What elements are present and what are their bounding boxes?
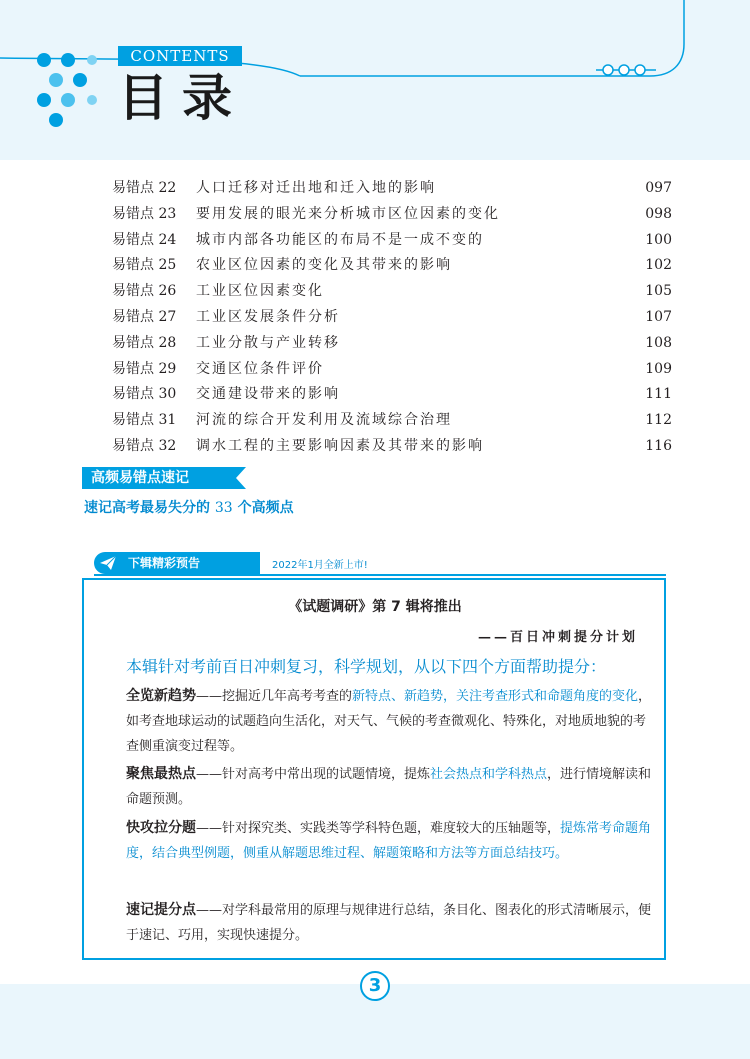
toc-item-number: 易错点 25 [112, 257, 177, 274]
toc-item-title: 交通建设带来的影响 [196, 386, 340, 403]
toc-item-title: 交通区位条件评价 [196, 360, 324, 377]
toc-item-page: 108 [645, 334, 672, 351]
toc-item-title: 工业分散与产业转移 [196, 334, 340, 351]
toc-row[interactable] [112, 434, 672, 460]
preview-para-scoring: 快攻拉分题——针对探究类、实践类等学科特色题，难度较大的压轴题等，提炼常考命题角度，结合典型例题，侧重从解题思维过程、解题策略和方法等方面总结技巧。 [126, 820, 652, 861]
toc-item-title: 要用发展的眼光来分析城市区位因素的变化 [196, 205, 500, 222]
toc-item-page: 098 [645, 205, 672, 222]
toc-row[interactable] [112, 382, 672, 408]
toc-item-number: 易错点 24 [112, 231, 177, 248]
toc-item-page: 109 [645, 360, 672, 377]
toc-row[interactable] [112, 228, 672, 254]
para-keyword: 速记提分点 [126, 902, 196, 918]
toc-item-page: 105 [645, 283, 672, 300]
subtitle-count: 33 [214, 500, 233, 516]
preview-para-memorize: 速记提分点——对学科最常用的原理与规律进行总结，条目化、图表化的形式清晰展示，便于速记、巧用，实现快速提分。 [126, 902, 652, 943]
preview-signature: ——百日冲刺提分计划 [477, 630, 638, 645]
section-ribbon-label: 高频易错点速记 [91, 470, 189, 486]
contents-label: CONTENTS [118, 46, 242, 66]
toc-item-title: 调水工程的主要影响因素及其带来的影响 [196, 437, 484, 454]
section-subtitle: 速记高考最易失分的 33 个高频点 [84, 500, 294, 516]
para-keyword: 全览新趋势 [126, 688, 196, 704]
toc-row[interactable] [112, 305, 672, 331]
chain-decor-icon [596, 60, 656, 80]
toc-row[interactable] [112, 331, 672, 357]
toc-row[interactable] [112, 408, 672, 434]
toc-item-number: 易错点 30 [112, 386, 177, 403]
toc-item-title: 农业区位因素的变化及其带来的影响 [196, 257, 452, 274]
toc-item-page: 111 [645, 386, 672, 403]
toc-list [112, 176, 672, 460]
toc-item-page: 102 [645, 257, 672, 274]
toc-item-number: 易错点 29 [112, 360, 177, 377]
toc-row[interactable] [112, 253, 672, 279]
preview-date: 2022年1月全新上市! [272, 560, 368, 571]
preview-para-trends: 全览新趋势——挖掘近几年高考考查的新特点、新趋势，关注考查形式和命题角度的变化，如考查地球运动的试题趋向生活化，对天气、气候的考查微观化、特殊化，对地质地貌的考查侧重演变过程等。 [126, 688, 652, 754]
toc-item-number: 易错点 26 [112, 283, 177, 300]
preview-para-hotspots: 聚焦最热点——针对高考中常出现的试题情境，提炼社会热点和学科热点，进行情境解读和命题预测。 [126, 766, 652, 807]
paper-plane-icon [98, 554, 118, 572]
toc-row[interactable] [112, 202, 672, 228]
toc-item-number: 易错点 32 [112, 437, 177, 454]
page-number: 3 [360, 971, 390, 1001]
toc-row[interactable] [112, 176, 672, 202]
toc-item-number: 易错点 27 [112, 308, 177, 325]
dots-logo-icon [32, 48, 122, 128]
page-title: 目录 [118, 69, 246, 127]
toc-item-number: 易错点 28 [112, 334, 177, 351]
toc-item-page: 116 [645, 437, 672, 454]
toc-item-title: 人口迁移对迁出地和迁入地的影响 [196, 180, 436, 196]
para-keyword: 快攻拉分题 [126, 820, 196, 836]
toc-item-page: 107 [645, 308, 672, 325]
toc-row[interactable] [112, 279, 672, 305]
toc-item-number: 易错点 31 [112, 412, 177, 429]
toc-item-number: 易错点 22 [112, 180, 177, 196]
toc-item-title: 河流的综合开发利用及流域综合治理 [196, 412, 452, 429]
toc-item-title: 工业区发展条件分析 [196, 308, 340, 325]
para-keyword: 聚焦最热点 [126, 766, 196, 782]
toc-row[interactable] [112, 357, 672, 383]
toc-item-page: 097 [645, 180, 672, 196]
preview-title: 《试题调研》第 7 辑将推出 [288, 599, 462, 615]
toc-item-page: 100 [645, 231, 672, 248]
toc-item-title: 工业区位因素变化 [196, 283, 324, 300]
preview-tab: 下辑精彩预告 [94, 552, 260, 574]
toc-item-title: 城市内部各功能区的布局不是一成不变的 [196, 231, 484, 248]
preview-lead: 本辑针对考前百日冲刺复习，科学规划，从以下四个方面帮助提分： [126, 657, 607, 676]
toc-item-page: 112 [645, 412, 672, 429]
toc-item-number: 易错点 23 [112, 205, 177, 222]
